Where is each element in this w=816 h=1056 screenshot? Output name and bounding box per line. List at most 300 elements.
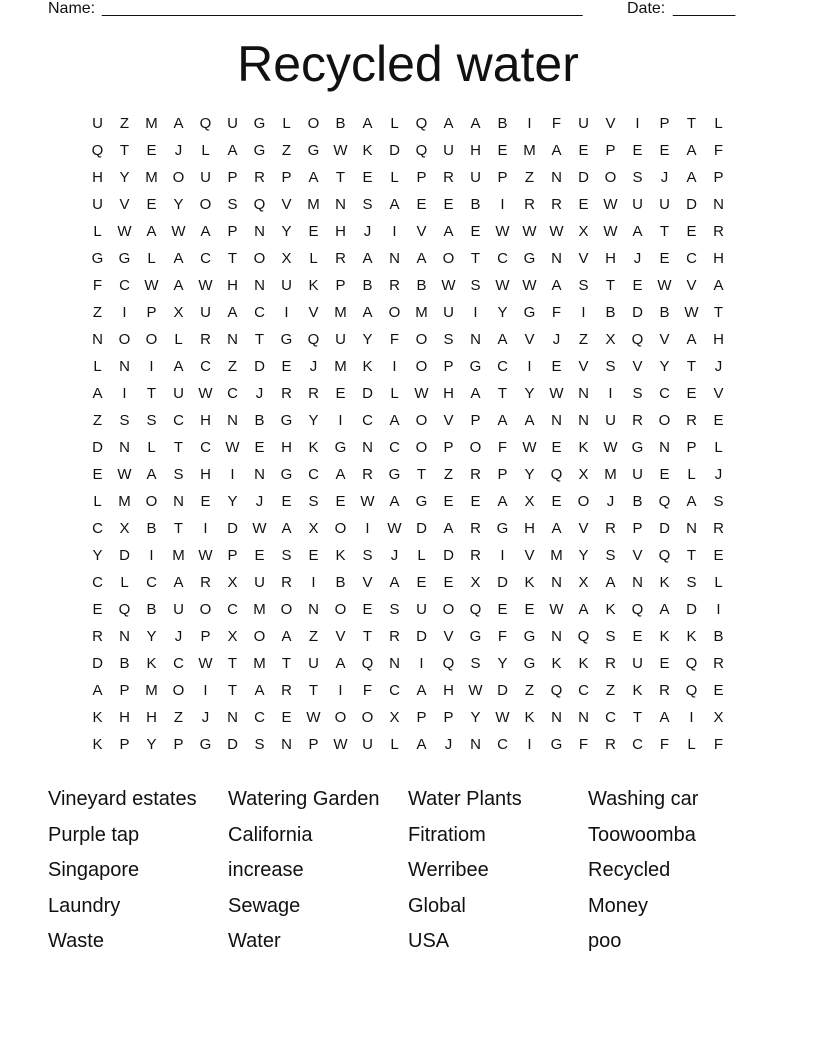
grid-letter: Z [173, 709, 184, 726]
grid-letter: O [118, 331, 131, 348]
grid-letter: Q [415, 142, 428, 159]
grid-letter: T [227, 250, 238, 267]
grid-letter: A [497, 493, 508, 510]
grid-letter: W [603, 439, 618, 456]
grid-letter: Q [307, 331, 320, 348]
grid-letter: B [713, 628, 724, 645]
grid-row [84, 276, 732, 303]
grid-letter: U [659, 196, 670, 213]
grid-letter: I [473, 304, 478, 321]
grid-letter: L [93, 358, 102, 375]
grid-letter: C [686, 250, 697, 267]
word-list-item: poo [588, 930, 622, 952]
grid-letter: K [578, 439, 589, 456]
grid-letter: L [687, 466, 696, 483]
grid-letter: F [362, 682, 373, 699]
grid-letter: O [253, 250, 266, 267]
grid-letter: C [389, 682, 400, 699]
grid-letter: N [227, 412, 238, 429]
grid-letter: J [633, 250, 642, 267]
grid-letter: D [362, 385, 373, 402]
grid-letter: J [552, 331, 561, 348]
grid-letter: C [497, 736, 508, 753]
grid-letter: I [500, 547, 505, 564]
grid-letter: T [173, 439, 184, 456]
grid-letter: L [714, 439, 723, 456]
grid-letter: Q [685, 682, 698, 699]
grid-letter: S [632, 169, 643, 186]
grid-letter: H [227, 277, 238, 294]
grid-letter: B [119, 655, 130, 672]
grid-letter: E [281, 358, 292, 375]
grid-letter: R [281, 682, 292, 699]
grid-letter: R [200, 574, 211, 591]
grid-letter: T [659, 223, 670, 240]
word-list-item: Money [588, 894, 649, 917]
grid-letter: Y [524, 385, 535, 402]
grid-letter: P [470, 412, 481, 429]
grid-letter: K [605, 601, 616, 618]
grid-letter: N [632, 574, 643, 591]
grid-letter: E [362, 601, 373, 618]
grid-letter: A [416, 250, 427, 267]
grid-letter: V [362, 574, 373, 591]
grid-letter: E [254, 439, 265, 456]
grid-letter: V [632, 547, 643, 564]
grid-letter: Z [281, 142, 292, 159]
grid-letter: C [254, 304, 265, 321]
grid-letter: R [362, 466, 373, 483]
grid-letter: N [470, 736, 481, 753]
grid-letter: O [253, 628, 266, 645]
grid-letter: D [227, 736, 238, 753]
grid-letter: T [362, 628, 373, 645]
grid-letter: W [360, 493, 375, 510]
grid-letter: H [443, 385, 454, 402]
grid-letter: A [551, 520, 562, 537]
grid-letter: W [198, 655, 213, 672]
grid-letter: L [201, 142, 210, 159]
grid-letter: S [605, 628, 616, 645]
grid-letter: K [362, 142, 373, 159]
grid-letter: I [122, 385, 127, 402]
grid-letter: C [578, 682, 589, 699]
grid-letter: K [551, 655, 562, 672]
grid-letter: N [578, 412, 589, 429]
grid-letter: V [416, 223, 427, 240]
grid-letter: P [443, 358, 454, 375]
grid-letter: W [522, 223, 537, 240]
grid-letter: O [415, 439, 428, 456]
grid-letter: O [577, 493, 590, 510]
grid-letter: Z [92, 304, 103, 321]
grid-letter: E [308, 223, 319, 240]
grid-letter: K [308, 277, 319, 294]
grid-letter: X [308, 520, 319, 537]
grid-letter: T [227, 682, 238, 699]
grid-letter: T [470, 250, 481, 267]
grid-letter: J [714, 358, 723, 375]
grid-letter: D [686, 196, 697, 213]
grid-letter: X [281, 250, 292, 267]
grid-letter: M [118, 493, 131, 510]
grid-letter: C [227, 385, 238, 402]
grid-row [84, 195, 732, 222]
grid-letter: S [470, 277, 481, 294]
grid-letter: O [658, 412, 671, 429]
grid-letter: C [389, 439, 400, 456]
grid-letter: I [365, 520, 370, 537]
grid-letter: V [308, 304, 319, 321]
grid-letter: N [254, 277, 265, 294]
grid-letter: J [660, 169, 669, 186]
grid-letter: A [632, 223, 643, 240]
grid-letter: U [227, 115, 238, 132]
grid-letter: A [389, 574, 400, 591]
grid-letter: U [578, 115, 589, 132]
grid-letter: G [523, 655, 536, 672]
grid-letter: A [497, 412, 508, 429]
grid-letter: N [254, 466, 265, 483]
grid-letter: U [605, 412, 616, 429]
grid-letter: W [198, 547, 213, 564]
grid-letter: V [281, 196, 292, 213]
grid-letter: R [524, 196, 535, 213]
grid-letter: F [713, 142, 724, 159]
grid-letter: U [632, 655, 643, 672]
grid-letter: N [389, 655, 400, 672]
word-list-item: California [228, 823, 313, 846]
grid-letter: M [415, 304, 428, 321]
grid-letter: L [417, 547, 426, 564]
grid-letter: A [578, 601, 589, 618]
grid-letter: W [333, 736, 348, 753]
grid-letter: A [173, 115, 184, 132]
grid-letter: E [470, 223, 481, 240]
grid-letter: A [713, 277, 724, 294]
grid-row [84, 222, 732, 249]
grid-letter: H [713, 250, 724, 267]
grid-letter: H [119, 709, 130, 726]
grid-letter: R [470, 466, 481, 483]
grid-row [84, 546, 732, 573]
grid-letter: S [362, 547, 373, 564]
grid-letter: W [171, 223, 186, 240]
grid-letter: H [92, 169, 103, 186]
letter-grid [84, 114, 732, 762]
grid-row [84, 519, 732, 546]
grid-letter: I [527, 115, 532, 132]
grid-row [84, 249, 732, 276]
grid-letter: X [227, 574, 238, 591]
grid-row [84, 681, 732, 708]
grid-letter: U [200, 304, 211, 321]
grid-letter: T [146, 385, 157, 402]
grid-letter: T [632, 709, 643, 726]
grid-letter: H [200, 412, 211, 429]
grid-letter: B [146, 601, 157, 618]
grid-letter: V [443, 412, 454, 429]
grid-letter: Z [227, 358, 238, 375]
grid-letter: Z [524, 169, 535, 186]
grid-letter: E [578, 196, 589, 213]
word-list-item: Fitratiom [408, 823, 486, 846]
grid-letter: C [119, 277, 130, 294]
word-list-item: Waste [48, 930, 104, 952]
grid-row [84, 573, 732, 600]
word-list-item: increase [228, 859, 304, 881]
grid-letter: M [145, 169, 158, 186]
grid-letter: J [309, 358, 318, 375]
grid-letter: A [227, 142, 238, 159]
grid-letter: C [308, 466, 319, 483]
grid-letter: W [333, 142, 348, 159]
grid-letter: P [173, 736, 184, 753]
grid-letter: C [227, 601, 238, 618]
grid-letter: L [120, 574, 129, 591]
grid-letter: C [92, 574, 103, 591]
grid-letter: A [146, 466, 157, 483]
grid-letter: C [200, 439, 211, 456]
grid-letter: A [470, 385, 481, 402]
grid-letter: Q [631, 601, 644, 618]
grid-letter: Q [577, 628, 590, 645]
grid-letter: I [689, 709, 694, 726]
grid-letter: C [200, 250, 211, 267]
grid-letter: S [281, 547, 292, 564]
grid-letter: X [578, 223, 589, 240]
grid-letter: M [523, 142, 536, 159]
grid-letter: O [334, 601, 347, 618]
grid-letter: S [605, 358, 616, 375]
grid-letter: C [659, 385, 670, 402]
grid-letter: A [551, 142, 562, 159]
grid-letter: S [227, 196, 238, 213]
grid-letter: S [578, 277, 589, 294]
grid-letter: T [686, 547, 697, 564]
grid-letter: Y [524, 466, 535, 483]
grid-letter: U [416, 601, 427, 618]
grid-letter: N [551, 412, 562, 429]
grid-letter: A [686, 331, 697, 348]
grid-letter: A [686, 493, 697, 510]
grid-letter: R [389, 277, 400, 294]
grid-letter: A [686, 142, 697, 159]
grid-letter: I [581, 304, 586, 321]
grid-letter: W [252, 520, 267, 537]
grid-letter: R [470, 520, 481, 537]
grid-letter: D [659, 520, 670, 537]
grid-letter: B [497, 115, 508, 132]
grid-letter: L [147, 439, 156, 456]
grid-letter: A [416, 682, 427, 699]
grid-letter: P [119, 682, 130, 699]
grid-letter: V [578, 250, 589, 267]
grid-letter: F [551, 115, 562, 132]
grid-letter: R [308, 385, 319, 402]
grid-letter: X [173, 304, 184, 321]
grid-letter: E [632, 277, 643, 294]
grid-letter: P [443, 439, 454, 456]
grid-letter: W [414, 385, 429, 402]
grid-letter: U [335, 331, 346, 348]
grid-letter: A [173, 574, 184, 591]
grid-letter: L [390, 115, 399, 132]
grid-letter: X [227, 628, 238, 645]
grid-letter: P [416, 169, 427, 186]
grid-letter: A [92, 682, 103, 699]
grid-row [84, 141, 732, 168]
grid-letter: Z [308, 628, 319, 645]
grid-letter: Y [227, 493, 238, 510]
grid-letter: U [308, 655, 319, 672]
grid-letter: N [119, 628, 130, 645]
grid-letter: M [307, 196, 320, 213]
grid-letter: W [495, 223, 510, 240]
grid-letter: C [497, 250, 508, 267]
grid-letter: E [443, 196, 454, 213]
grid-letter: W [684, 304, 699, 321]
grid-letter: J [390, 547, 399, 564]
grid-letter: E [713, 547, 724, 564]
grid-letter: Z [578, 331, 589, 348]
grid-letter: R [605, 520, 616, 537]
grid-row [84, 492, 732, 519]
grid-letter: U [470, 169, 481, 186]
grid-letter: A [470, 115, 481, 132]
grid-letter: S [254, 736, 265, 753]
grid-letter: G [523, 628, 536, 645]
grid-letter: C [254, 709, 265, 726]
grid-letter: A [281, 628, 292, 645]
name-label: Name: [48, 0, 96, 17]
grid-letter: Q [631, 331, 644, 348]
grid-letter: Y [497, 655, 508, 672]
grid-letter: G [334, 439, 347, 456]
grid-letter: A [497, 331, 508, 348]
grid-letter: I [284, 304, 289, 321]
grid-letter: N [227, 331, 238, 348]
grid-letter: A [551, 277, 562, 294]
grid-letter: L [714, 115, 723, 132]
grid-letter: E [686, 385, 697, 402]
grid-letter: G [523, 304, 536, 321]
grid-letter: A [173, 250, 184, 267]
grid-letter: N [470, 331, 481, 348]
grid-letter: E [281, 493, 292, 510]
grid-letter: S [470, 655, 481, 672]
grid-letter: W [198, 277, 213, 294]
grid-letter: G [307, 142, 320, 159]
word-list [48, 782, 768, 960]
grid-letter: K [524, 709, 535, 726]
grid-letter: J [174, 628, 183, 645]
grid-letter: A [281, 520, 292, 537]
grid-letter: O [307, 115, 320, 132]
grid-letter: E [443, 493, 454, 510]
grid-letter: E [551, 439, 562, 456]
grid-letter: Q [550, 466, 563, 483]
grid-letter: N [551, 574, 562, 591]
grid-letter: B [362, 277, 373, 294]
grid-letter: T [173, 520, 184, 537]
grid-letter: U [173, 385, 184, 402]
word-list-item: Purple tap [48, 823, 140, 846]
grid-letter: Q [361, 655, 374, 672]
grid-letter: W [549, 385, 564, 402]
grid-letter: F [92, 277, 103, 294]
grid-letter: P [335, 277, 346, 294]
word-list-item: Watering Garden [228, 788, 380, 810]
grid-letter: W [603, 223, 618, 240]
grid-letter: W [468, 682, 483, 699]
grid-letter: S [389, 601, 400, 618]
grid-letter: D [254, 358, 265, 375]
grid-letter: P [443, 709, 454, 726]
grid-letter: H [200, 466, 211, 483]
grid-letter: J [255, 493, 264, 510]
grid-letter: I [392, 358, 397, 375]
word-list-item: Washing car [588, 788, 699, 810]
grid-letter: V [335, 628, 346, 645]
grid-letter: H [713, 331, 724, 348]
grid-letter: Y [173, 196, 184, 213]
grid-letter: O [415, 331, 428, 348]
grid-letter: V [632, 358, 643, 375]
grid-letter: P [146, 304, 157, 321]
grid-letter: S [146, 412, 157, 429]
grid-letter: D [578, 169, 589, 186]
grid-letter: E [632, 142, 643, 159]
grid-letter: I [608, 385, 613, 402]
grid-letter: L [147, 250, 156, 267]
grid-letter: M [550, 547, 563, 564]
grid-letter: Q [658, 547, 671, 564]
grid-letter: Y [92, 547, 103, 564]
grid-letter: Q [469, 601, 482, 618]
grid-letter: M [334, 304, 347, 321]
grid-letter: N [578, 385, 589, 402]
grid-letter: N [551, 709, 562, 726]
grid-letter: W [198, 385, 213, 402]
grid-letter: I [203, 520, 208, 537]
grid-letter: E [281, 709, 292, 726]
grid-letter: U [281, 277, 292, 294]
grid-letter: E [659, 250, 670, 267]
grid-letter: O [442, 601, 455, 618]
grid-letter: S [632, 385, 643, 402]
grid-letter: K [308, 439, 319, 456]
grid-letter: B [254, 412, 265, 429]
grid-letter: F [497, 628, 508, 645]
grid-letter: G [280, 466, 293, 483]
grid-letter: E [92, 466, 103, 483]
grid-letter: C [146, 574, 157, 591]
grid-letter: I [203, 682, 208, 699]
grid-letter: M [253, 655, 266, 672]
grid-letter: O [199, 196, 212, 213]
grid-letter: E [713, 682, 724, 699]
word-list-item: Water Plants [408, 788, 522, 810]
grid-letter: C [92, 520, 103, 537]
grid-letter: A [659, 709, 670, 726]
grid-letter: K [686, 628, 697, 645]
grid-letter: N [659, 439, 670, 456]
grid-letter: N [335, 196, 346, 213]
grid-letter: R [281, 385, 292, 402]
grid-letter: I [716, 601, 721, 618]
grid-letter: N [119, 439, 130, 456]
